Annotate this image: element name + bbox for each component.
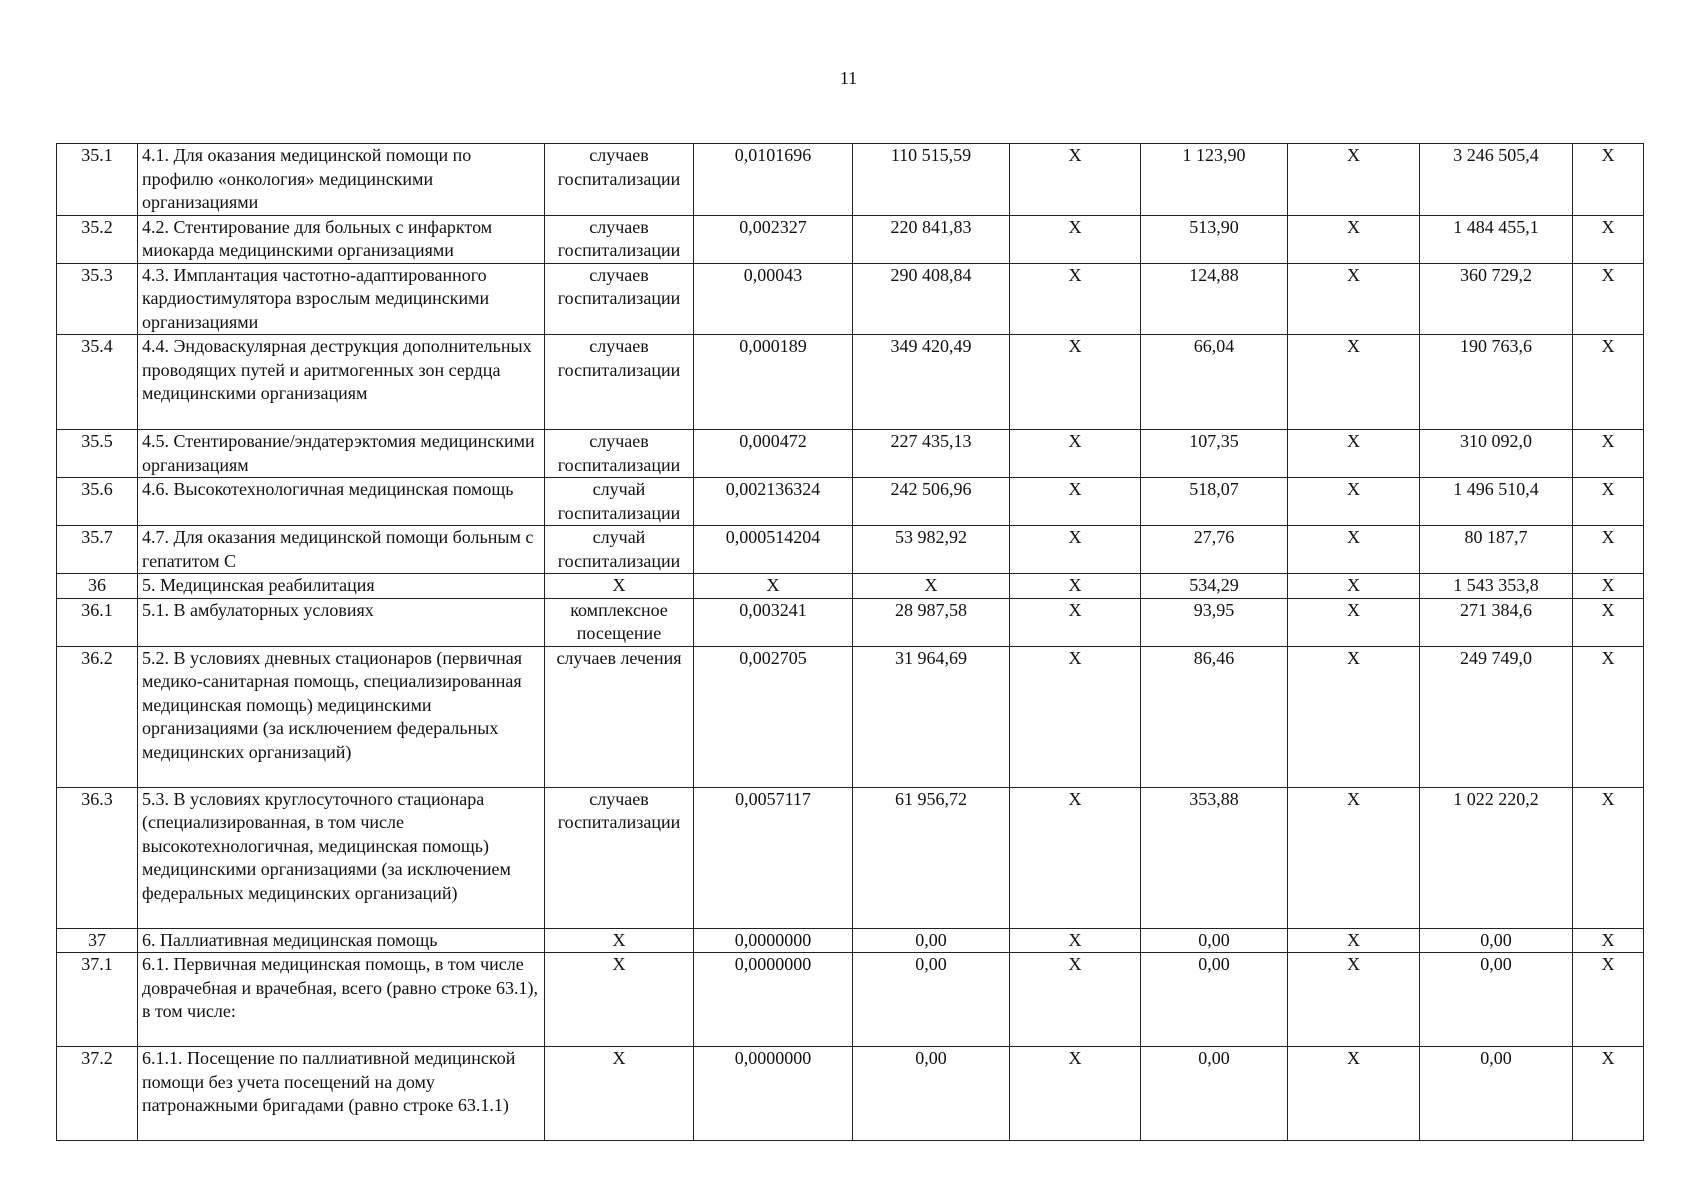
- row-unit: комплексное посещение: [545, 598, 694, 646]
- row-norm: 0,002136324: [694, 478, 853, 526]
- row-col6: Х: [1010, 646, 1141, 787]
- row-col7: 518,07: [1141, 478, 1288, 526]
- row-col8: Х: [1288, 928, 1420, 953]
- table-row: [57, 144, 1644, 216]
- row-col7: 534,29: [1141, 574, 1288, 599]
- row-col10: Х: [1573, 335, 1644, 430]
- row-col7: 513,90: [1141, 215, 1288, 263]
- row-norm: 0,002327: [694, 215, 853, 263]
- row-col7: 27,76: [1141, 526, 1288, 574]
- row-col10: Х: [1573, 598, 1644, 646]
- row-unit: случай госпитализации: [545, 478, 694, 526]
- row-col6: Х: [1010, 953, 1141, 1047]
- row-number: 35.5: [57, 430, 138, 478]
- row-cost: 0,00: [853, 928, 1010, 953]
- row-col8: Х: [1288, 1047, 1420, 1141]
- row-col10: Х: [1573, 526, 1644, 574]
- row-cost: Х: [853, 574, 1010, 599]
- row-col10: Х: [1573, 263, 1644, 335]
- row-cost: 0,00: [853, 953, 1010, 1047]
- row-unit: случаев госпитализации: [545, 335, 694, 430]
- row-unit: Х: [545, 953, 694, 1047]
- row-norm: 0,000514204: [694, 526, 853, 574]
- row-number: 35.6: [57, 478, 138, 526]
- row-cost: 227 435,13: [853, 430, 1010, 478]
- table-row: [57, 953, 1644, 1047]
- row-unit: случаев лечения: [545, 646, 694, 787]
- row-col10: Х: [1573, 478, 1644, 526]
- row-name: 4.4. Эндоваскулярная деструкция дополнительных проводящих путей и аритмогенных зон сердца медицинскими организациям: [138, 335, 545, 430]
- row-number: 36.2: [57, 646, 138, 787]
- row-col10: Х: [1573, 430, 1644, 478]
- row-name: 4.3. Имплантация частотно-адаптированного кардиостимулятора взрослым медицинскими организациями: [138, 263, 545, 335]
- table-row: [57, 928, 1644, 953]
- row-col6: Х: [1010, 526, 1141, 574]
- row-col9: 0,00: [1420, 953, 1573, 1047]
- row-name: 5.3. В условиях круглосуточного стационара (специализированная, в том числе высокотехнологичная, медицинская помощь) медицинскими организациями (за исключением федеральных медицинских организаций): [138, 787, 545, 928]
- row-col9: 360 729,2: [1420, 263, 1573, 335]
- row-number: 35.4: [57, 335, 138, 430]
- row-number: 37.2: [57, 1047, 138, 1141]
- row-unit: Х: [545, 1047, 694, 1141]
- row-col10: Х: [1573, 1047, 1644, 1141]
- row-number: 35.3: [57, 263, 138, 335]
- row-cost: 290 408,84: [853, 263, 1010, 335]
- row-norm: 0,0057117: [694, 787, 853, 928]
- row-name: 5. Медицинская реабилитация: [138, 574, 545, 599]
- row-norm: 0,003241: [694, 598, 853, 646]
- row-norm: 0,000189: [694, 335, 853, 430]
- row-col6: Х: [1010, 263, 1141, 335]
- table-row: [57, 787, 1644, 928]
- row-col8: Х: [1288, 478, 1420, 526]
- row-col8: Х: [1288, 598, 1420, 646]
- row-col9: 0,00: [1420, 928, 1573, 953]
- row-col8: Х: [1288, 787, 1420, 928]
- row-name: 6.1. Первичная медицинская помощь, в том числе доврачебная и врачебная, всего (равно строке 63.1), в том числе:: [138, 953, 545, 1047]
- data-table: [56, 143, 1644, 1141]
- row-col7: 0,00: [1141, 1047, 1288, 1141]
- table-row: [57, 526, 1644, 574]
- row-unit: случаев госпитализации: [545, 787, 694, 928]
- row-cost: 28 987,58: [853, 598, 1010, 646]
- row-col9: 3 246 505,4: [1420, 144, 1573, 216]
- row-col9: 1 022 220,2: [1420, 787, 1573, 928]
- row-unit: Х: [545, 574, 694, 599]
- row-col6: Х: [1010, 215, 1141, 263]
- row-col9: 190 763,6: [1420, 335, 1573, 430]
- row-unit: случай госпитализации: [545, 526, 694, 574]
- row-number: 37.1: [57, 953, 138, 1047]
- row-name: 4.5. Стентирование/эндатерэктомия медицинскими организациям: [138, 430, 545, 478]
- row-col10: Х: [1573, 215, 1644, 263]
- table-row: [57, 478, 1644, 526]
- row-col7: 0,00: [1141, 953, 1288, 1047]
- row-col7: 353,88: [1141, 787, 1288, 928]
- table-row: [57, 646, 1644, 787]
- table-row: [57, 574, 1644, 599]
- row-col10: Х: [1573, 144, 1644, 216]
- row-number: 36.1: [57, 598, 138, 646]
- row-col10: Х: [1573, 928, 1644, 953]
- row-name: 6.1.1. Посещение по паллиативной медицинской помощи без учета посещений на дому патронажными бригадами (равно строке 63.1.1): [138, 1047, 545, 1141]
- row-name: 5.1. В амбулаторных условиях: [138, 598, 545, 646]
- row-name: 4.1. Для оказания медицинской помощи по профилю «онкология» медицинскими организациями: [138, 144, 545, 216]
- table-row: [57, 430, 1644, 478]
- row-number: 36: [57, 574, 138, 599]
- row-col6: Х: [1010, 478, 1141, 526]
- row-col8: Х: [1288, 953, 1420, 1047]
- table-row: [57, 1047, 1644, 1141]
- row-norm: Х: [694, 574, 853, 599]
- row-col6: Х: [1010, 430, 1141, 478]
- row-col8: Х: [1288, 144, 1420, 216]
- row-number: 35.7: [57, 526, 138, 574]
- row-norm: 0,0000000: [694, 953, 853, 1047]
- row-number: 35.2: [57, 215, 138, 263]
- page-number: 11: [839, 68, 858, 88]
- row-cost: 110 515,59: [853, 144, 1010, 216]
- row-norm: 0,00043: [694, 263, 853, 335]
- row-col7: 0,00: [1141, 928, 1288, 953]
- row-cost: 31 964,69: [853, 646, 1010, 787]
- row-col9: 0,00: [1420, 1047, 1573, 1141]
- row-col10: Х: [1573, 787, 1644, 928]
- row-col8: Х: [1288, 263, 1420, 335]
- row-cost: 220 841,83: [853, 215, 1010, 263]
- row-cost: 53 982,92: [853, 526, 1010, 574]
- row-col8: Х: [1288, 646, 1420, 787]
- row-unit: случаев госпитализации: [545, 263, 694, 335]
- row-col7: 107,35: [1141, 430, 1288, 478]
- row-col10: Х: [1573, 574, 1644, 599]
- row-col9: 249 749,0: [1420, 646, 1573, 787]
- row-number: 36.3: [57, 787, 138, 928]
- row-norm: 0,0101696: [694, 144, 853, 216]
- row-col6: Х: [1010, 574, 1141, 599]
- table-row: [57, 215, 1644, 263]
- row-name: 5.2. В условиях дневных стационаров (первичная медико-санитарная помощь, специализированная медицинская помощь) медицинскими организациями (за исключением федеральных медицинских организаций): [138, 646, 545, 787]
- row-col9: 1 496 510,4: [1420, 478, 1573, 526]
- row-unit: случаев госпитализации: [545, 215, 694, 263]
- row-col6: Х: [1010, 787, 1141, 928]
- row-cost: 349 420,49: [853, 335, 1010, 430]
- row-col9: 271 384,6: [1420, 598, 1573, 646]
- row-number: 37: [57, 928, 138, 953]
- row-norm: 0,0000000: [694, 1047, 853, 1141]
- row-name: 4.7. Для оказания медицинской помощи больным с гепатитом С: [138, 526, 545, 574]
- row-col7: 86,46: [1141, 646, 1288, 787]
- row-name: 4.6. Высокотехнологичная медицинская помощь: [138, 478, 545, 526]
- row-name: 4.2. Стентирование для больных с инфарктом миокарда медицинскими организациями: [138, 215, 545, 263]
- row-norm: 0,002705: [694, 646, 853, 787]
- row-col8: Х: [1288, 430, 1420, 478]
- row-cost: 61 956,72: [853, 787, 1010, 928]
- row-col8: Х: [1288, 215, 1420, 263]
- row-col7: 1 123,90: [1141, 144, 1288, 216]
- row-col9: 310 092,0: [1420, 430, 1573, 478]
- row-col10: Х: [1573, 646, 1644, 787]
- row-col7: 93,95: [1141, 598, 1288, 646]
- row-col6: Х: [1010, 1047, 1141, 1141]
- row-col6: Х: [1010, 598, 1141, 646]
- row-number: 35.1: [57, 144, 138, 216]
- row-col7: 66,04: [1141, 335, 1288, 430]
- row-col9: 1 484 455,1: [1420, 215, 1573, 263]
- row-unit: Х: [545, 928, 694, 953]
- row-col8: Х: [1288, 574, 1420, 599]
- row-norm: 0,0000000: [694, 928, 853, 953]
- row-norm: 0,000472: [694, 430, 853, 478]
- row-col6: Х: [1010, 928, 1141, 953]
- row-col10: Х: [1573, 953, 1644, 1047]
- row-col9: 80 187,7: [1420, 526, 1573, 574]
- row-col9: 1 543 353,8: [1420, 574, 1573, 599]
- row-col7: 124,88: [1141, 263, 1288, 335]
- row-cost: 242 506,96: [853, 478, 1010, 526]
- row-col6: Х: [1010, 335, 1141, 430]
- row-name: 6. Паллиативная медицинская помощь: [138, 928, 545, 953]
- row-unit: случаев госпитализации: [545, 144, 694, 216]
- row-col8: Х: [1288, 335, 1420, 430]
- row-unit: случаев госпитализации: [545, 430, 694, 478]
- row-col6: Х: [1010, 144, 1141, 216]
- row-col8: Х: [1288, 526, 1420, 574]
- table-row: [57, 263, 1644, 335]
- row-cost: 0,00: [853, 1047, 1010, 1141]
- table-row: [57, 598, 1644, 646]
- table-row: [57, 335, 1644, 430]
